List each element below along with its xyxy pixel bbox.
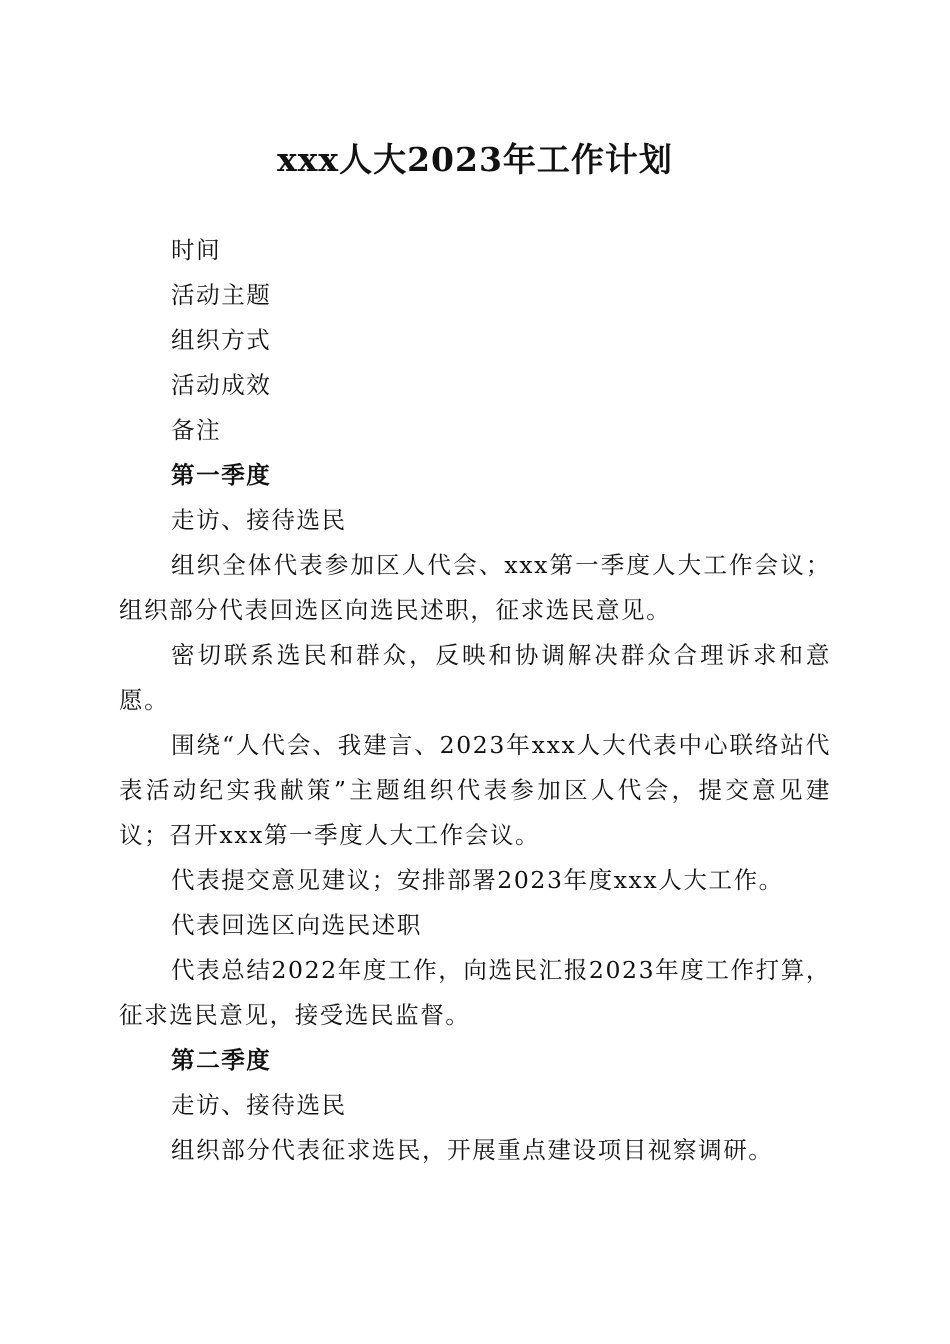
paragraph: 走访、接待选民	[171, 506, 347, 534]
paragraph: 代表总结2022年度工作，向选民汇报2023年度工作打算，征求选民意见，接受选民监督。	[119, 956, 831, 1029]
paragraph: 组织方式	[171, 326, 272, 354]
paragraph: 代表提交意见建议；安排部署2023年度xxx人大工作。	[171, 866, 784, 894]
paragraph: 活动成效	[171, 371, 272, 399]
paragraph: 备注	[171, 416, 222, 444]
document-title: xxx人大2023年工作计划	[277, 140, 673, 179]
paragraph: 走访、接待选民	[171, 1091, 347, 1119]
document-body	[119, 228, 831, 1173]
paragraph: 组织部分代表征求选民，开展重点建设项目视察调研。	[171, 1136, 774, 1164]
paragraph: 组织全体代表参加区人代会、xxx第一季度人大工作会议；组织部分代表回选区向选民述职，征求选民意见。	[119, 551, 831, 624]
section-heading: 第二季度	[171, 1046, 272, 1074]
paragraph: 活动主题	[171, 281, 272, 309]
paragraph: 围绕“人代会、我建言、2023年xxx人大代表中心联络站代表活动纪实我献策”主题组织代表参加区人代会，提交意见建议；召开xxx第一季度人大工作会议。	[119, 731, 831, 849]
paragraph: 时间	[171, 236, 222, 264]
paragraph: 代表回选区向选民述职	[171, 911, 422, 939]
section-heading: 第一季度	[171, 461, 272, 489]
paragraph: 密切联系选民和群众，反映和协调解决群众合理诉求和意愿。	[119, 641, 831, 714]
